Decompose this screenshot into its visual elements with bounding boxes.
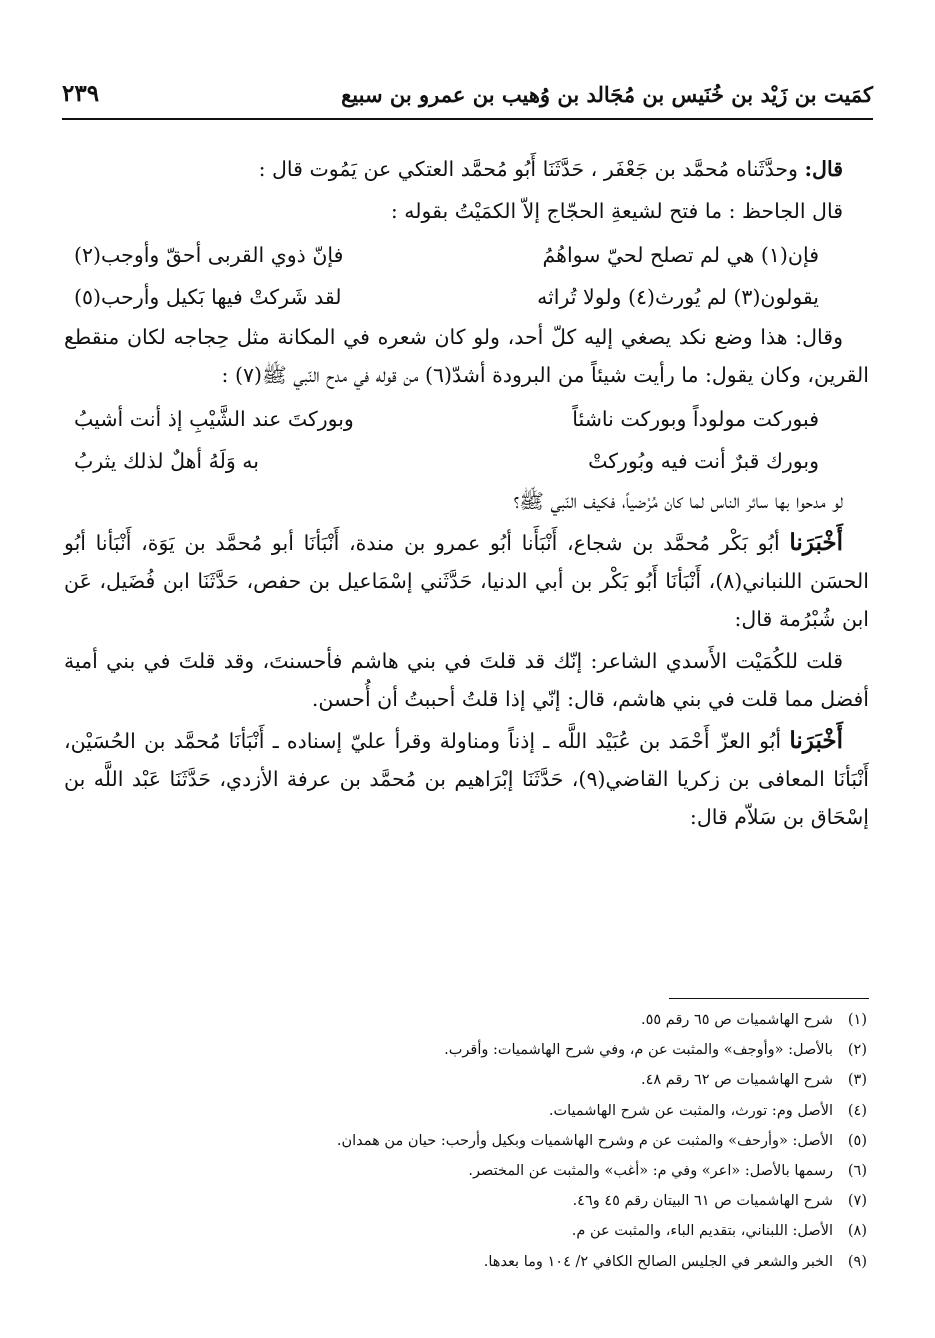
paragraph-lead: أَخْبَرَنا <box>789 529 843 556</box>
footnotes <box>64 998 869 1277</box>
verse-line-4 <box>74 440 819 482</box>
footnote-number: (٦) <box>847 1163 867 1180</box>
verse-first-hemistich: فإن(١) هي لم تصلح لحيّ سواهُمُ <box>542 243 819 267</box>
paragraph-text: أبُو بَكْر مُحمَّد بن شجاع، أَنْبَأَنا أبُو عمرو بن مندة، أَنْبَأنَا أبو مُحمَّد بن يَوَة، أَنْبَأنا أبُو الحسَن اللنباني(٨)، أَنْبَأنَا أَبُو بَكْر بن أبي الدنيا، حَدَّثَني إسْمَاعيل بن حفص، حَدَّثَنَا ابن فُضَيل، عَن ابن شُبْرُمة قال: <box>64 531 869 631</box>
footnote-number: (٧) <box>847 1193 867 1210</box>
footnote-number: (٥) <box>847 1132 867 1149</box>
footnote-number: (٤) <box>847 1102 867 1119</box>
footnote-divider <box>669 998 869 999</box>
paragraph-text: أبُو العزّ أَحْمَد بن عُبَيْد اللَّه ـ إذناً ومناولة وقرأ عليّ إسناده ـ أَنْبَأنَا مُحمَّد بن الحُسَيْن، أَنْبَأنَا المعافى بن زكريا القاضي(٩)، حَدَّثَنَا إبْرَاهيم بن مُحمَّد بن عرفة الأزدي، حَدَّثَنَا عَبْد اللَّه بن إسْحَاق بن سَلاّم قال: <box>64 729 869 829</box>
footnote-number: (٣) <box>847 1072 867 1089</box>
paragraph-3: وقال: هذا وضع نكد يصغي إليه كلّ أحد، ولو كان شعره في المكانة مثل حِجاجه لكان منقطع القرين، وكان يقول: ما رأيت شيئاً من البرودة أشدّ(٦) من قوله في مدح النّبي ﷺ(٧) : <box>64 325 869 387</box>
page-number: ٢٣٩ <box>62 80 100 107</box>
footnote-text: شرح الهاشميات ص ٦٥ رقم ٥٥. <box>641 1012 833 1028</box>
paragraph-6: قلت للكُمَيْت الأَسدي الشاعر: إنّك قد قلتَ في بني هاشم فأحسنتَ، وقد قلتَ في بني أمية أفضل مما قلت في بني هاشم، قال: إنّي إذا قلتُ أحببتُ أن أُحسن. <box>64 649 869 711</box>
verse-second-hemistich: وبوركتَ عند الشَّيْبِ إذ أنت أشيبُ <box>74 407 354 431</box>
footnote-number: (١) <box>847 1012 867 1028</box>
verse-line-1 <box>74 234 819 276</box>
paragraph-7 <box>64 722 869 836</box>
footnote <box>64 1186 869 1216</box>
footnote <box>64 1126 869 1156</box>
footnote-text: بالأصل: «وأوجف» والمثبت عن م، وفي شرح الهاشميات: وأقرب. <box>444 1042 833 1059</box>
footnote <box>64 1005 869 1035</box>
footnote-text: الأصل: «وأرحف» والمثبت عن م وشرح الهاشميات وبكيل وأرحب: حيان من همدان. <box>336 1132 833 1149</box>
footnote <box>64 1156 869 1186</box>
paragraph-lead: قال: <box>804 157 843 181</box>
paragraph-lead: أَخْبَرَنا <box>789 727 843 754</box>
footnote <box>64 1247 869 1277</box>
footnote-text: الأصل وم: تورث، والمثبت عن شرح الهاشميات. <box>548 1102 833 1119</box>
verse-first-hemistich: يقولون(٣) لم يُورث(٤) ولولا تُراثه <box>537 285 819 309</box>
verse-line-2 <box>74 276 819 318</box>
footnote-text: الأصل: اللبناني، بتقديم الباء، والمثبت عن م. <box>571 1223 833 1240</box>
footnote-number: (٢) <box>847 1042 867 1059</box>
verse-second-hemistich: لقد شَركتْ فيها بَكيل وأرحب(٥) <box>74 285 342 309</box>
paragraph-4: لو مدحوا بها سائر الناس لما كان مُرْضياً، فكيف النّبي ﷺ؟ <box>513 489 843 513</box>
footnote <box>64 1096 869 1126</box>
footnote <box>64 1065 869 1095</box>
paragraph-1 <box>64 150 869 188</box>
main-text <box>64 150 869 840</box>
verse-first-hemistich: وبورك قبرٌ أنت فيه وبُوركتْ <box>588 449 819 473</box>
footnote <box>64 1216 869 1246</box>
footnote-text: شرح الهاشميات ص ٦١ البيتان رقم ٤٥ و٤٦. <box>572 1193 833 1210</box>
verse-first-hemistich: فبوركت مولوداً وبوركت ناشئاً <box>572 407 819 431</box>
verse-line-3 <box>74 398 819 440</box>
verse-second-hemistich: به وَلَهُ أهلٌ لذلك يثربُ <box>74 449 259 473</box>
footnote-number: (٨) <box>847 1223 867 1240</box>
footnote-number: (٩) <box>847 1253 867 1270</box>
verse-second-hemistich: فإنّ ذوي القربى أحقّ وأوجب(٢) <box>74 243 344 267</box>
footnote-text: شرح الهاشميات ص ٦٢ رقم ٤٨. <box>641 1072 833 1089</box>
footnote-text: الخبر والشعر في الجليس الصالح الكافي ٢/ ١٠٤ وما بعدها. <box>483 1253 833 1270</box>
running-header <box>62 74 873 120</box>
paragraph-2: قال الجاحظ : ما فتح لشيعةِ الحجّاج إلاّ الكمَيْتُ بقوله : <box>390 199 843 223</box>
paragraph-text: وحدَّثَناه مُحمَّد بن جَعْفَر ، حَدَّثَنَا أَبُو مُحمَّد العتكي عن يَمُوت قال : <box>258 157 805 181</box>
running-title: كمَيت بن زَيْد بن خُنَيس بن مُجَالد بن وُهيب بن عمرو بن سبيع <box>341 82 873 107</box>
footnote <box>64 1035 869 1065</box>
paragraph-5 <box>64 524 869 638</box>
footnote-text: رسمها بالأصل: «اعر» وفي م: «أغب» والمثبت عن المختصر. <box>468 1163 833 1180</box>
